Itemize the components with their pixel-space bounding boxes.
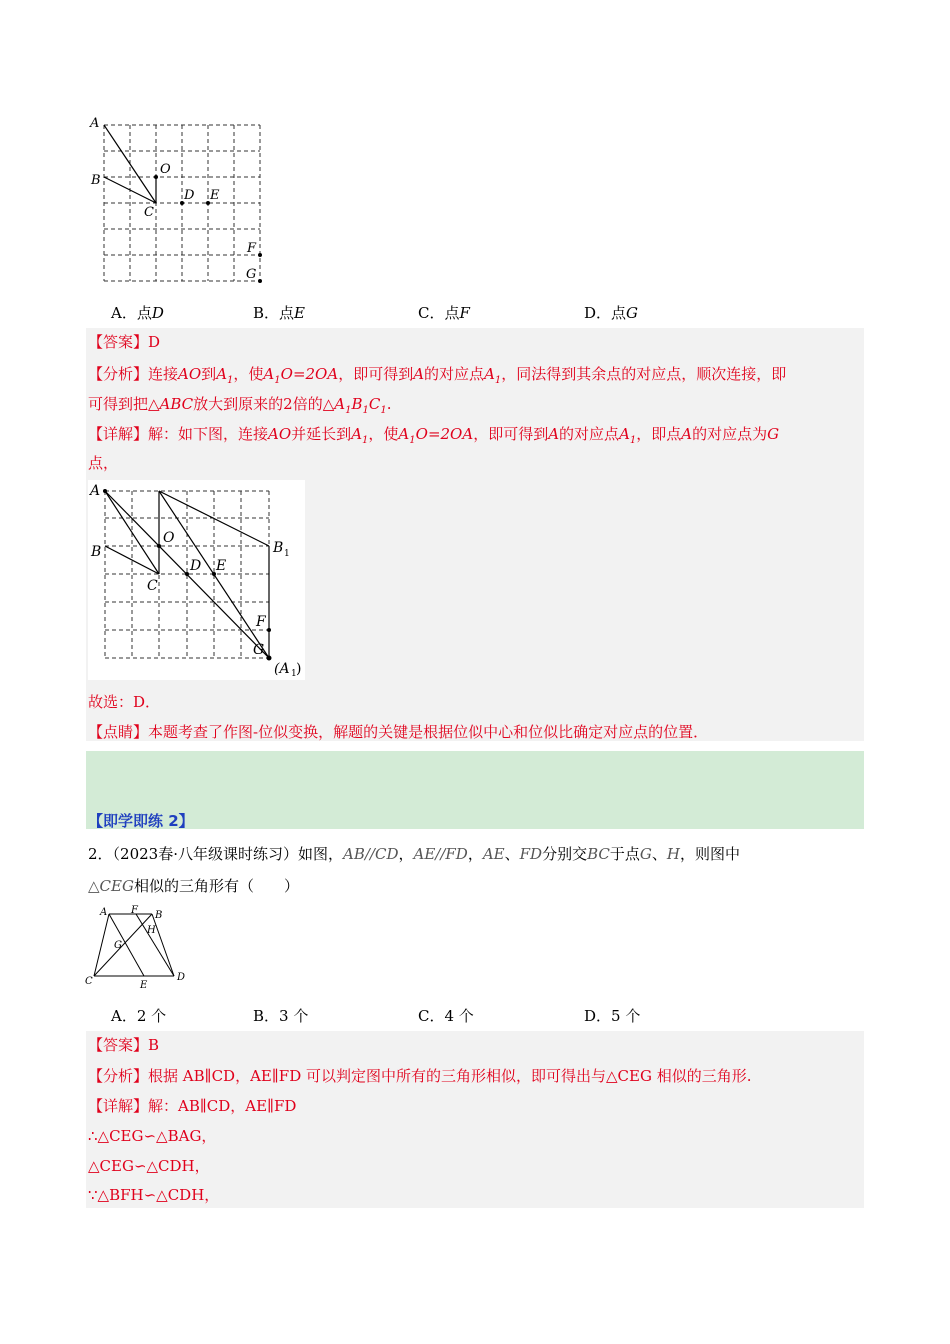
q2-option-c[interactable]: C．4 个 <box>418 1007 474 1025</box>
fig2-label-b: B <box>91 544 102 560</box>
detail-1-line-2: 点， <box>88 454 119 472</box>
fig3-label-g: G <box>114 940 122 951</box>
fig2-label-d: D <box>190 558 202 574</box>
fig3-label-a: A <box>100 907 108 918</box>
fig3-label-d: D <box>177 972 186 983</box>
detail-2-line-2: ∴△CEG∽△BAG， <box>88 1127 217 1145</box>
q1-option-d[interactable]: D．点G <box>584 304 639 322</box>
fig2-label-g: G <box>253 642 265 658</box>
q1-option-a[interactable]: A．点D <box>111 304 164 322</box>
comment-1-line: 【点睛】本题考查了作图-位似变换，解题的关键是根据位似中心和位似比确定对应点的位置． <box>88 723 709 741</box>
fig2-label-b1-sub: 1 <box>284 549 290 559</box>
detail-2-line-3: △CEG∽△CDH， <box>88 1157 210 1175</box>
fig1-label-d: D <box>184 188 195 203</box>
detail-2-line-4: ∵△BFH∽△CDH， <box>88 1186 220 1204</box>
fig2-label-b1: B <box>273 540 284 556</box>
analysis-2-line: 【分析】根据 AB∥CD，AE∥FD 可以判定图中所有的三角形相似，即可得出与△CEG 相似的三角形. <box>88 1067 752 1085</box>
answer-1-line: 【答案】D <box>88 333 161 351</box>
fig1-label-a: A <box>90 116 100 131</box>
fig2-label-a1-sub: 1 <box>291 669 297 679</box>
fig3-label-e: E <box>140 980 148 990</box>
grid-figure-1 <box>86 112 276 292</box>
q1-option-c[interactable]: C．点F <box>418 304 470 322</box>
q2-option-a[interactable]: A．2 个 <box>111 1007 167 1025</box>
fig3-label-c: C <box>85 976 93 987</box>
fig3-label-b: B <box>155 910 163 921</box>
answer-2-panel <box>86 1031 864 1208</box>
fig2-label-o: O <box>163 530 175 546</box>
q1-option-b[interactable]: B．点E <box>253 304 305 322</box>
choose-1-line: 故选：D． <box>88 693 161 711</box>
answer-2-line: 【答案】B <box>88 1036 160 1054</box>
fig2-label-e: E <box>216 558 227 574</box>
analysis-1-line-2: 可得到把△ABC放大到原来的2倍的$\triangle A_1B_1C_1$. <box>88 395 392 416</box>
fig2-label-a: A <box>90 483 101 499</box>
trapezoid-figure <box>84 904 194 990</box>
fig1-label-c: C <box>144 205 154 220</box>
fig2-label-c: C <box>147 578 158 594</box>
fig3-label-f: F <box>131 905 138 916</box>
q2-option-b[interactable]: B．3 个 <box>253 1007 309 1025</box>
grid-figure-2 <box>88 480 305 680</box>
practice-band <box>86 751 864 829</box>
fig1-label-f: F <box>247 241 257 256</box>
fig1-label-o: O <box>160 162 171 177</box>
fig1-label-e: E <box>210 188 220 203</box>
fig2-label-a1-close: ) <box>296 661 302 677</box>
detail-1-line-1: 【详解】解：如下图，连接AO并延长到$A_1$，使$A_1O=2OA$，即可得到A的对应点$A_1$，即点A的对应点为G <box>88 425 780 446</box>
detail-2-line-1: 【详解】解：AB∥CD，AE∥FD <box>88 1097 297 1115</box>
fig2-label-f: F <box>256 614 266 630</box>
q2-stem-line-1: 2．（2023春·八年级课时练习）如图，AB//CD，AE//FD，AE、FD分别交BC于点G、H，则图中 <box>88 845 740 863</box>
fig1-label-b: B <box>91 173 101 188</box>
q2-stem-line-2: △CEG相似的三角形有（ ） <box>88 877 299 895</box>
fig1-label-g: G <box>246 267 257 282</box>
fig2-label-a1: (A <box>274 661 290 677</box>
fig3-label-h: H <box>147 925 156 936</box>
analysis-1-line-1: 【分析】连接AO到$A_1$，使$A_1O=2OA$，即可得到A的对应点$A_1$，同法得到其余点的对应点，顺次连接，即 <box>88 365 787 386</box>
practice-title: 【即学即练 2】 <box>88 812 194 830</box>
q2-option-d[interactable]: D．5 个 <box>584 1007 641 1025</box>
